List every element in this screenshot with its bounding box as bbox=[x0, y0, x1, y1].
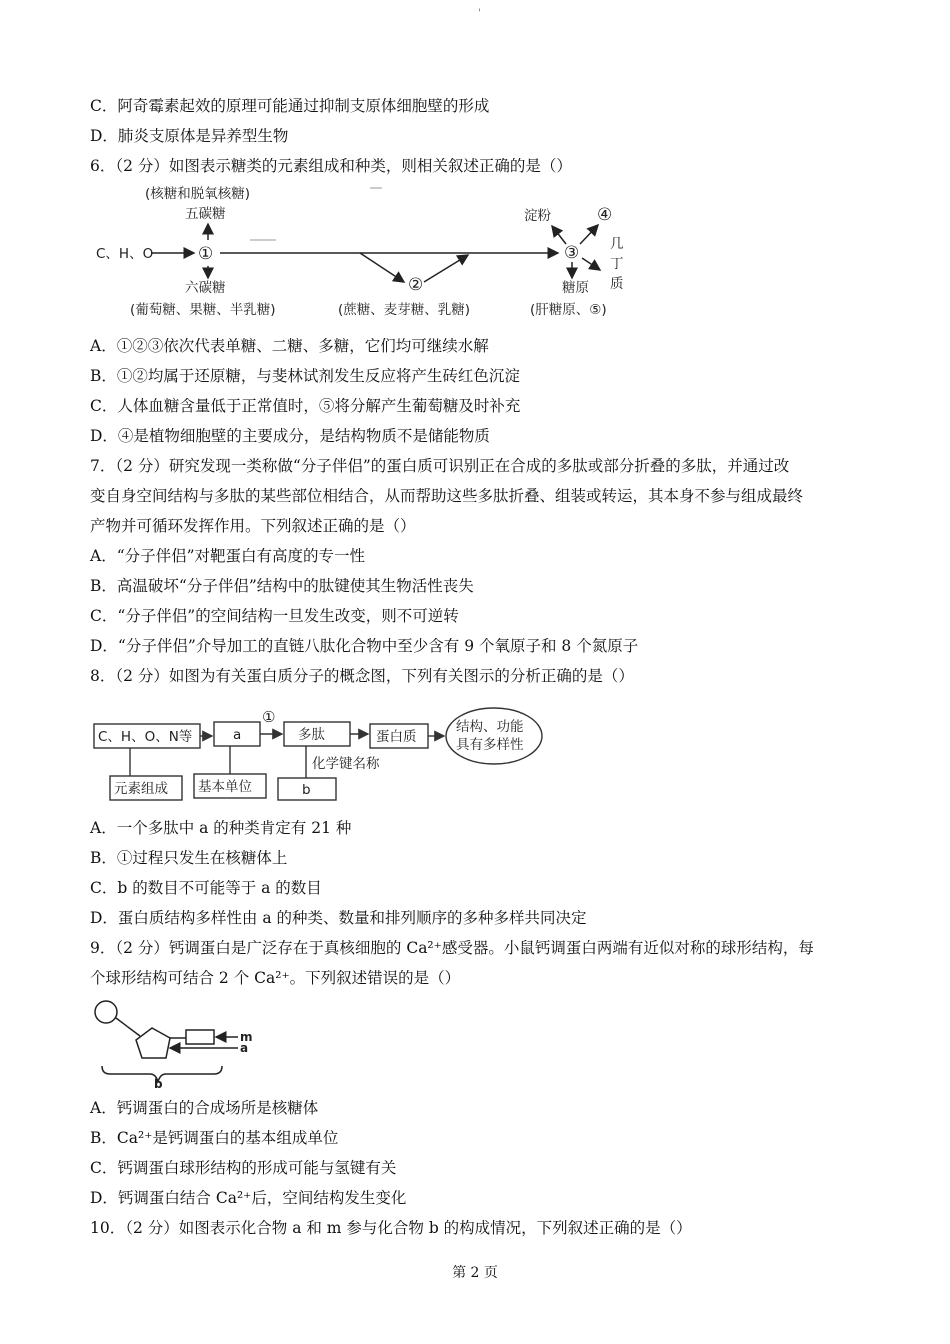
q8-option-b: B．①过程只发生在核糖体上 bbox=[90, 849, 288, 867]
q7-stem-line1: 7．（2 分）研究发现一类称做“分子伴侣”的蛋白质可识别正在合成的多肽或部分折叠的多肽，并通过改 bbox=[90, 457, 790, 475]
q8-fig-basic-unit: 基本单位 bbox=[198, 779, 252, 795]
q6-fig-chitin-char: 丁 bbox=[610, 256, 624, 272]
q6-option-b: B．①②均属于还原糖，与斐林试剂发生反应将产生砖红色沉淀 bbox=[90, 367, 520, 385]
q8-fig-polypeptide: 多肽 bbox=[298, 727, 325, 743]
q5-option-c: C．阿奇霉素起效的原理可能通过抑制支原体细胞壁的形成 bbox=[90, 97, 490, 115]
q7-stem-line2: 变自身空间结构与多肽的某些部位相结合，从而帮助这些多肽折叠、组装或转运，其本身不参与组成最终 bbox=[90, 487, 804, 505]
q6-fig-n1: ① bbox=[198, 244, 214, 264]
q7-option-c: C．“分子伴侣”的空间结构一旦发生改变，则不可逆转 bbox=[90, 607, 459, 625]
q9-fig-a: a bbox=[240, 1041, 249, 1055]
q8-fig-bond-name: 化学键名称 bbox=[312, 756, 380, 772]
q8-fig-oval2: 具有多样性 bbox=[456, 737, 524, 753]
q8-fig-b: b bbox=[302, 782, 311, 798]
q6-stem: 6．（2 分）如图表示糖类的元素组成和种类，则相关叙述正确的是（） bbox=[90, 157, 572, 175]
q6-fig-hexose: 六碳糖 bbox=[185, 280, 226, 296]
q6-fig-chitin-vertical bbox=[610, 236, 624, 292]
q7-option-a: A．“分子伴侣”对靶蛋白有高度的专一性 bbox=[90, 547, 366, 565]
q8-protein-concept-map bbox=[90, 706, 550, 804]
q8-stem: 8．（2 分）如图为有关蛋白质分子的概念图，下列有关图示的分析正确的是（） bbox=[90, 667, 634, 685]
q9-option-d: D．钙调蛋白结合 Ca²⁺后，空间结构发生变化 bbox=[90, 1189, 407, 1207]
q9-option-c: C．钙调蛋白球形结构的形成可能与氢键有关 bbox=[90, 1159, 397, 1177]
q6-fig-chitin-char: 质 bbox=[610, 276, 624, 292]
q6-option-a: A．①②③依次代表单糖、二糖、多糖，它们均可继续水解 bbox=[90, 337, 489, 355]
q8-fig-step1: ① bbox=[262, 708, 276, 726]
q6-sugar-diagram bbox=[90, 182, 640, 324]
q8-option-c: C．b 的数目不可能等于 a 的数目 bbox=[90, 879, 322, 897]
q6-fig-pentose: 五碳糖 bbox=[185, 206, 226, 222]
q5-option-d: D．肺炎支原体是异养型生物 bbox=[90, 127, 289, 145]
q6-fig-glycogen-examples: (肝糖原、⑤) bbox=[530, 302, 607, 318]
q7-option-d: D．“分子伴侣”介导加工的直链八肽化合物中至少含有 9 个氧原子和 8 个氮原子 bbox=[90, 637, 639, 655]
q6-fig-n4: ④ bbox=[597, 205, 613, 225]
q9-fig-b: b bbox=[154, 1077, 163, 1088]
q10-stem: 10．（2 分）如图表示化合物 a 和 m 参与化合物 b 的构成情况，下列叙述正确的是（） bbox=[90, 1219, 692, 1237]
q6-fig-chitin-char: 几 bbox=[610, 236, 624, 252]
top-mark: ' bbox=[478, 8, 481, 19]
q6-option-d: D．④是植物细胞壁的主要成分，是结构物质不是储能物质 bbox=[90, 427, 490, 445]
q9-nucleotide-diagram bbox=[90, 996, 270, 1088]
q9-fig-m: m bbox=[240, 1030, 253, 1044]
page-number: 第 2 页 bbox=[452, 1265, 498, 1281]
q6-fig-top-bracket: (核糖和脱氧核糖) bbox=[145, 186, 251, 202]
q8-fig-element-comp: 元素组成 bbox=[114, 781, 168, 797]
q9-stem-line2: 个球形结构可结合 2 个 Ca²⁺。下列叙述错误的是（） bbox=[90, 969, 461, 987]
q8-fig-a: a bbox=[233, 727, 242, 743]
q7-stem-line3: 产物并可循环发挥作用。下列叙述正确的是（） bbox=[90, 517, 416, 535]
q6-fig-elements: C、H、O bbox=[96, 246, 154, 262]
q8-option-a: A．一个多肽中 a 的种类肯定有 21 种 bbox=[90, 819, 352, 837]
q8-fig-protein: 蛋白质 bbox=[376, 729, 417, 745]
q6-option-c: C．人体血糖含量低于正常值时，⑤将分解产生葡萄糖及时补充 bbox=[90, 397, 521, 415]
q6-fig-n3: ③ bbox=[564, 243, 580, 263]
q8-option-d: D．蛋白质结构多样性由 a 的种类、数量和排列顺序的多种多样共同决定 bbox=[90, 909, 587, 927]
q9-option-a: A．钙调蛋白的合成场所是核糖体 bbox=[90, 1099, 319, 1117]
q7-option-b: B．高温破坏“分子伴侣”结构中的肽键使其生物活性丧失 bbox=[90, 577, 474, 595]
q8-fig-elements: C、H、O、N等 bbox=[98, 729, 193, 745]
q6-fig-n2-examples: (蔗糖、麦芽糖、乳糖) bbox=[338, 302, 471, 318]
q9-option-b: B．Ca²⁺是钙调蛋白的基本组成单位 bbox=[90, 1129, 339, 1147]
q8-fig-oval1: 结构、功能 bbox=[456, 719, 524, 735]
q6-fig-hexose-examples: (葡萄糖、果糖、半乳糖) bbox=[130, 302, 276, 318]
q6-fig-n2: ② bbox=[408, 275, 424, 295]
q6-fig-glycogen: 糖原 bbox=[562, 280, 589, 296]
q6-fig-starch: 淀粉 bbox=[524, 208, 551, 224]
q9-stem-line1: 9．（2 分）钙调蛋白是广泛存在于真核细胞的 Ca²⁺感受器。小鼠钙调蛋白两端有近似对称的球形结构，每 bbox=[90, 939, 814, 957]
